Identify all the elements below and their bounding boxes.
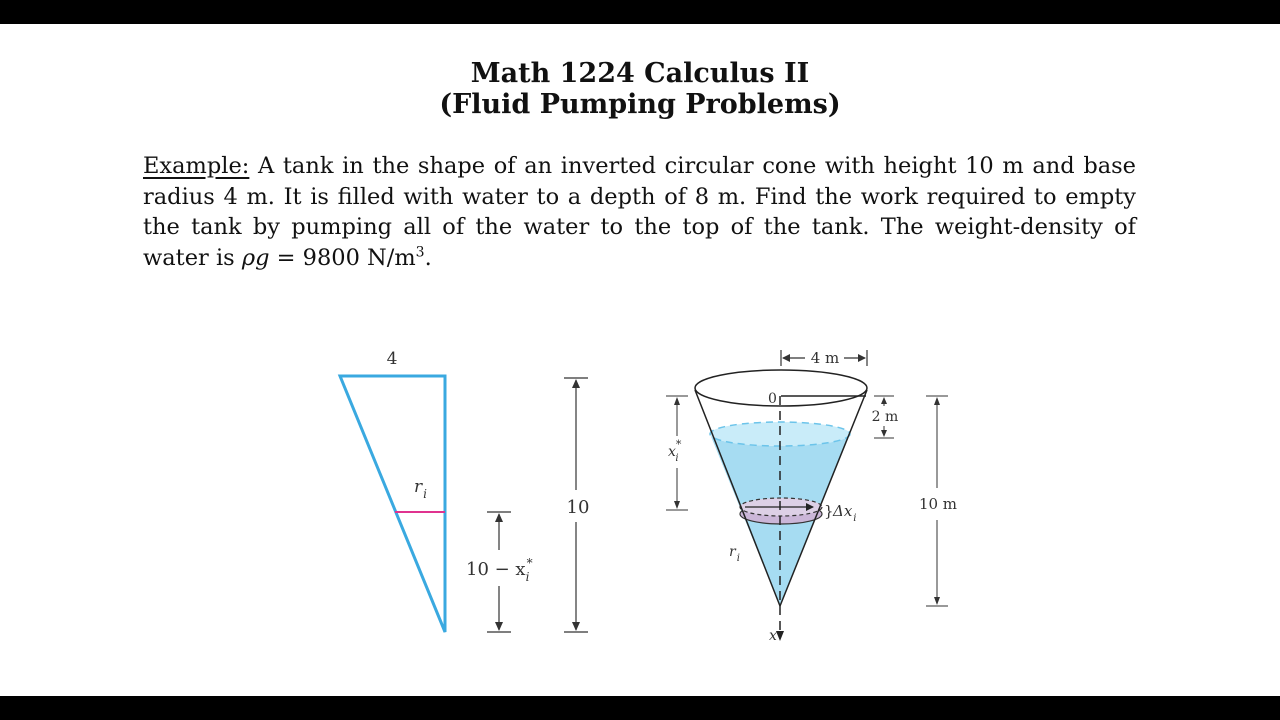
width-arrowhead-right (858, 354, 866, 362)
rho-g-symbol: ρg (241, 244, 270, 271)
bottom-letterbox-bar (0, 696, 1280, 720)
problem-text: A tank in the shape of an inverted circular cone with height 10 m and base radius 4 m. It is filled with water to a depth of 8 m. Find the work required to empty the tank by pumping all of the water to the top of the tank. The weight-density of water is (143, 153, 1136, 271)
radius-label: $r_i$ (414, 477, 427, 501)
axis-label: x (769, 628, 777, 644)
cross-section-figure (340, 349, 589, 632)
depth-arrowhead-down (495, 622, 503, 631)
cross-section-triangle (340, 376, 445, 632)
density-value: = 9800 N/m (276, 244, 416, 271)
example-label: Example: (143, 153, 250, 179)
gap-arrowhead-up (881, 397, 887, 404)
cone-height-arrowhead-down (934, 597, 940, 605)
origin-label: 0 (768, 391, 777, 407)
unit-exponent: 3 (415, 244, 425, 260)
slice-radius-label: $r_i$ (729, 544, 740, 564)
delta-x-label: $\Delta x_i$ (833, 502, 857, 524)
title-line-1: Math 1224 Calculus II (470, 58, 810, 89)
title-line-2: (Fluid Pumping Problems) (439, 89, 841, 120)
cone-height-label: 10 m (918, 495, 958, 513)
cone-figure (666, 349, 957, 644)
sentence-end: . (424, 244, 432, 271)
axis-arrowhead (776, 631, 784, 641)
cone-height-arrowhead-up (934, 397, 940, 405)
depth-arrowhead-up (495, 513, 503, 522)
top-width-label: 4 (386, 349, 398, 369)
cone-rim (695, 370, 867, 406)
depth-label: 10 − x* i (466, 556, 533, 584)
height-arrowhead-up (572, 379, 580, 388)
xi-label: x* i (668, 438, 682, 464)
height-arrowhead-down (572, 622, 580, 631)
gap-arrowhead-down (881, 430, 887, 437)
xi-arrowhead-down (674, 501, 680, 509)
delta-x-brace: } (824, 502, 834, 520)
gap-label: 2 m (871, 409, 899, 425)
height-label: 10 (566, 497, 590, 518)
width-label: 4 m (810, 349, 840, 367)
xi-arrowhead-up (674, 397, 680, 405)
width-arrowhead-left (782, 354, 790, 362)
